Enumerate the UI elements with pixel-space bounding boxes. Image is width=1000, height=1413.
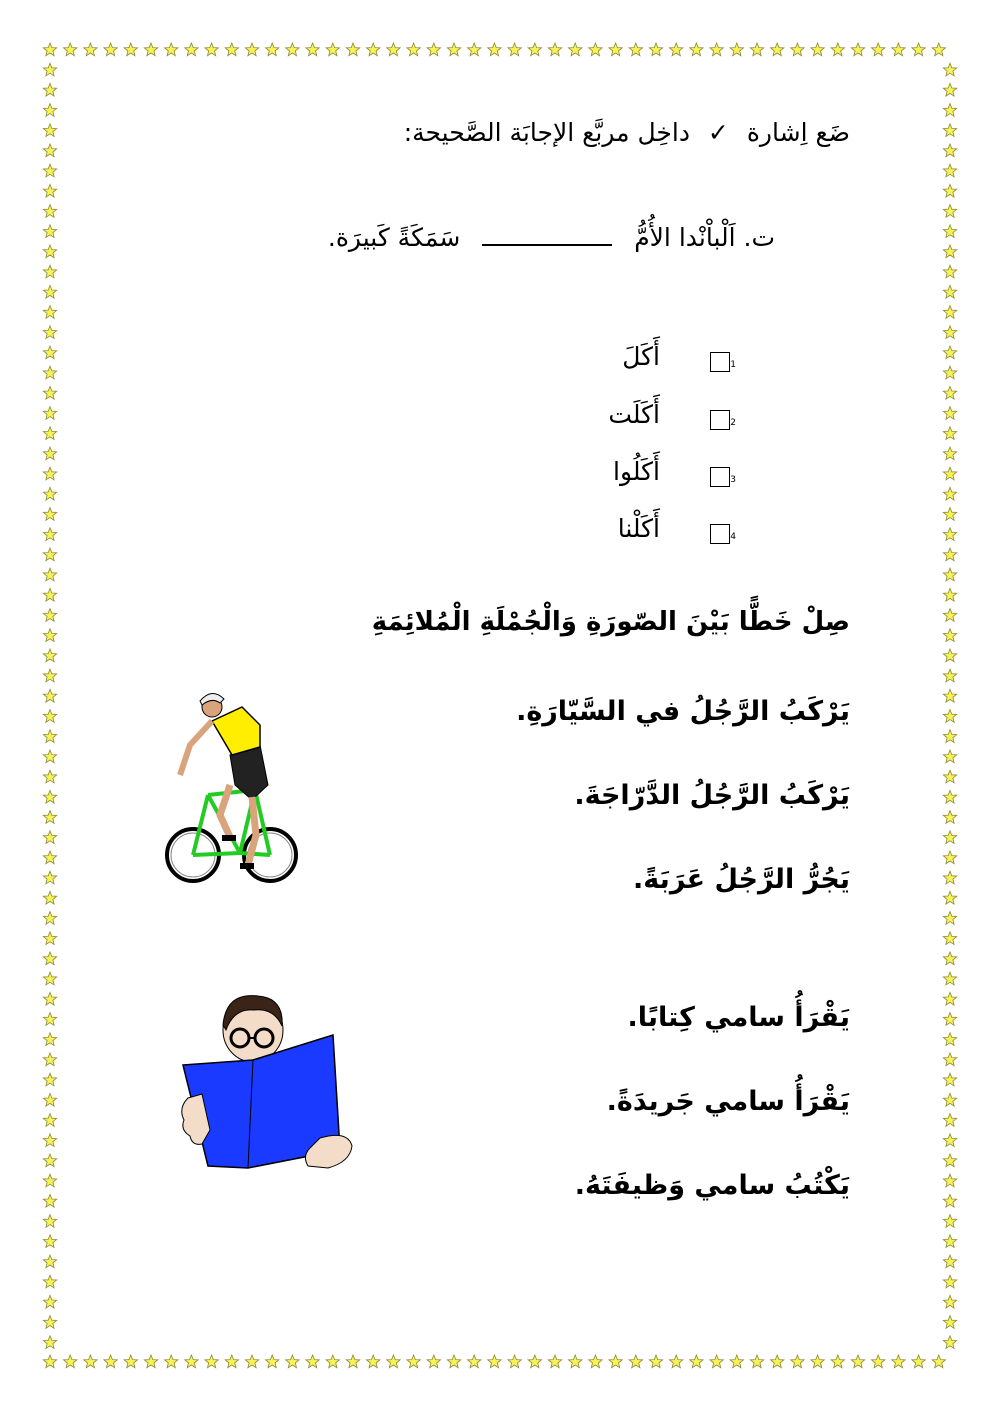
border-star-icon [43,770,56,783]
border-star-icon [43,689,56,702]
border-star-icon [407,1355,420,1368]
question-after-blank: سَمَكَةً كَبيرَة. [327,223,461,252]
border-star-icon [43,1215,56,1228]
matching-sentence[interactable]: يَقْرَأُ سامي جَريدَةً. [606,1086,850,1117]
border-star-icon [43,588,56,601]
border-star-icon [943,427,956,440]
border-star-icon [43,831,56,844]
border-star-icon [104,1355,117,1368]
cyclist-body-icon [180,693,268,869]
border-star-icon [43,932,56,945]
border-star-icon [43,265,56,278]
border-star-icon [427,1355,440,1368]
border-star-icon [43,1355,56,1368]
border-star-icon [43,790,56,803]
border-star-icon [943,1194,956,1207]
option-text: أَكَلَت [608,400,660,429]
matching-title: صِلْ خَطًّا بَيْنَ الصّورَةِ وَالْجُمْلَةِ الْمُلائِمَةِ [371,607,850,637]
border-star-icon [649,43,662,56]
border-star-icon [730,1355,743,1368]
border-star-icon [165,43,178,56]
border-star-icon [943,1134,956,1147]
border-star-icon [851,1355,864,1368]
border-star-icon [943,346,956,359]
border-star-icon [508,1355,521,1368]
border-star-icon [943,326,956,339]
border-star-icon [548,1355,561,1368]
border-star-icon [791,1355,804,1368]
border-star-icon [43,871,56,884]
border-star-icon [43,811,56,824]
border-star-icon [43,649,56,662]
border-star-icon [43,972,56,985]
border-star-icon [43,1093,56,1106]
border-star-icon [43,407,56,420]
border-star-icon [144,1355,157,1368]
border-star-icon [43,1073,56,1086]
option-4[interactable] [510,514,736,558]
border-star-icon [943,1154,956,1167]
border-star-icon [43,730,56,743]
border-star-icon [43,1154,56,1167]
border-star-icon [609,1355,622,1368]
border-star-icon [943,83,956,96]
option-3[interactable] [510,457,736,501]
border-star-icon [943,104,956,117]
border-star-icon [43,1134,56,1147]
option-2[interactable] [510,400,736,444]
border-star-icon [932,1355,945,1368]
border-star-icon [548,43,561,56]
border-star-icon [427,43,440,56]
border-star-icon [872,1355,885,1368]
border-star-icon [670,1355,683,1368]
border-star-icon [225,1355,238,1368]
border-star-icon [43,1013,56,1026]
border-star-icon [943,992,956,1005]
border-star-icon [43,952,56,965]
border-star-icon [43,1295,56,1308]
border-star-icon [943,710,956,723]
border-star-icon [771,43,784,56]
border-star-icon [407,43,420,56]
border-star-icon [43,1275,56,1288]
border-star-icon [64,1355,77,1368]
border-star-icon [831,43,844,56]
border-star-icon [943,124,956,137]
border-star-icon [124,1355,137,1368]
question-before-blank: ت. اَلْباْنْدا الأُمُّ [634,223,775,252]
border-star-icon [943,366,956,379]
border-star-icon [943,205,956,218]
border-star-icon [43,386,56,399]
border-star-icon [943,730,956,743]
border-star-icon [943,1215,956,1228]
border-star-icon [367,1355,380,1368]
border-star-icon [670,43,683,56]
border-star-icon [245,1355,258,1368]
border-star-icon [912,1355,925,1368]
border-star-icon [609,43,622,56]
border-star-icon [43,1114,56,1127]
border-star-icon [43,609,56,622]
border-star-icon [943,225,956,238]
border-star-icon [266,43,279,56]
border-star-icon [943,306,956,319]
border-star-icon [43,184,56,197]
border-star-icon [710,43,723,56]
border-star-icon [943,1093,956,1106]
option-text: أَكَلْنا [617,514,660,543]
border-star-icon [912,43,925,56]
border-star-icon [943,609,956,622]
border-star-icon [943,891,956,904]
border-star-icon [43,427,56,440]
border-star-icon [851,43,864,56]
border-star-icon [690,43,703,56]
matching-sentence[interactable]: يَقْرَأُ سامي كِتابًا. [627,1002,850,1033]
border-star-icon [306,43,319,56]
bike-frame-icon [193,790,270,855]
border-star-icon [43,912,56,925]
border-star-icon [943,164,956,177]
border-star-icon [43,144,56,157]
border-star-icon [43,1033,56,1046]
border-star-icon [710,1355,723,1368]
border-star-icon [943,1013,956,1026]
border-star-icon [943,952,956,965]
border-star-icon [43,225,56,238]
border-star-icon [690,1355,703,1368]
border-star-icon [771,1355,784,1368]
border-star-icon [185,1355,198,1368]
border-star-icon [629,1355,642,1368]
border-star-icon [943,932,956,945]
border-star-icon [43,467,56,480]
border-star-icon [64,43,77,56]
border-star-icon [943,1316,956,1329]
border-star-icon [750,1355,763,1368]
border-star-icon [43,326,56,339]
border-star-icon [811,1355,824,1368]
border-star-icon [872,43,885,56]
border-star-icon [43,750,56,763]
option-text: أَكَلَ [622,342,660,371]
question-sentence [328,222,775,252]
matching-sentence[interactable]: يَكْتُبُ سامي وَظيفَتَهُ. [574,1170,850,1201]
border-star-icon [286,43,299,56]
border-star-icon [943,528,956,541]
border-star-icon [84,43,97,56]
border-star-icon [185,43,198,56]
border-star-icon [468,1355,481,1368]
border-star-icon [831,1355,844,1368]
border-star-icon [730,43,743,56]
boy-head-icon [223,996,283,1062]
border-star-icon [943,750,956,763]
border-star-icon [750,43,763,56]
border-star-icon [225,43,238,56]
instruction-line [404,118,850,147]
option-checkbox[interactable] [710,467,730,487]
border-star-icon [43,629,56,642]
border-star-icon [943,629,956,642]
border-star-icon [943,1073,956,1086]
border-star-icon [943,1053,956,1066]
matching-sentence[interactable]: يَجُرُّ الرَّجُلُ عَرَبَةً. [633,864,850,895]
border-star-icon [488,1355,501,1368]
border-star-icon [589,1355,602,1368]
option-number: 3 [730,475,736,485]
border-star-icon [932,43,945,56]
border-star-icon [245,43,258,56]
border-star-icon [943,467,956,480]
border-star-icon [943,972,956,985]
border-star-icon [144,43,157,56]
border-star-icon [43,1174,56,1187]
border-star-icon [43,124,56,137]
border-star-icon [43,43,56,56]
border-star-icon [124,43,137,56]
option-checkbox[interactable] [710,352,730,372]
border-star-icon [943,245,956,258]
border-star-icon [43,1316,56,1329]
border-star-icon [943,508,956,521]
answer-blank [482,222,612,246]
border-star-icon [649,1355,662,1368]
border-star-icon [528,43,541,56]
border-star-icon [346,43,359,56]
border-star-icon [629,43,642,56]
reader-image[interactable] [178,990,358,1175]
border-star-icon [43,83,56,96]
border-star-icon [943,790,956,803]
border-star-icon [43,992,56,1005]
border-star-icon [943,1114,956,1127]
border-star-icon [589,43,602,56]
border-star-icon [104,43,117,56]
border-star-icon [943,1255,956,1268]
border-star-icon [84,1355,97,1368]
border-star-icon [43,1336,56,1349]
border-star-icon [43,1255,56,1268]
border-star-icon [43,508,56,521]
matching-sentence[interactable]: يَرْكَبُ الرَّجُلُ في السَّيّارَةِ. [516,696,850,727]
border-star-icon [943,1275,956,1288]
border-star-icon [569,1355,582,1368]
border-star-icon [43,63,56,76]
border-star-icon [943,1174,956,1187]
border-star-icon [43,891,56,904]
border-star-icon [943,851,956,864]
border-star-icon [943,811,956,824]
border-star-icon [43,306,56,319]
border-star-icon [43,528,56,541]
border-star-icon [43,710,56,723]
border-star-icon [943,588,956,601]
border-star-icon [791,43,804,56]
border-star-icon [892,43,905,56]
check-mark-icon: ✓ [707,118,729,147]
border-star-icon [943,144,956,157]
border-star-icon [43,487,56,500]
border-star-icon [488,43,501,56]
border-star-icon [326,1355,339,1368]
instruction-part2: داخِل مربَّع الإجابَة الصَّحيحة: [403,118,690,147]
border-star-icon [43,1053,56,1066]
option-number: 2 [730,418,736,428]
border-star-icon [508,43,521,56]
instruction-part1: ضَع اِشارة [746,118,850,147]
border-star-icon [943,265,956,278]
border-star-icon [569,43,582,56]
border-star-icon [43,164,56,177]
border-star-icon [43,669,56,682]
border-star-icon [943,770,956,783]
border-star-icon [943,184,956,197]
border-star-icon [447,1355,460,1368]
border-star-icon [943,285,956,298]
border-star-icon [43,568,56,581]
border-star-icon [205,1355,218,1368]
cyclist-image[interactable] [160,685,305,907]
border-star-icon [43,1194,56,1207]
border-star-icon [165,1355,178,1368]
border-star-icon [943,669,956,682]
border-star-icon [286,1355,299,1368]
border-star-icon [43,346,56,359]
border-star-icon [943,689,956,702]
border-star-icon [43,366,56,379]
border-star-icon [43,851,56,864]
border-star-icon [943,386,956,399]
border-star-icon [205,43,218,56]
border-star-icon [943,568,956,581]
option-number: 4 [730,532,736,542]
border-star-icon [943,1295,956,1308]
border-star-icon [943,1336,956,1349]
border-star-icon [943,649,956,662]
border-star-icon [387,43,400,56]
option-checkbox[interactable] [710,524,730,544]
border-star-icon [43,447,56,460]
border-star-icon [306,1355,319,1368]
border-star-icon [43,104,56,117]
border-star-icon [943,447,956,460]
border-star-icon [43,548,56,561]
border-star-icon [943,548,956,561]
border-star-icon [266,1355,279,1368]
border-star-icon [43,1235,56,1248]
option-checkbox[interactable] [710,410,730,430]
border-star-icon [346,1355,359,1368]
border-star-icon [43,285,56,298]
border-star-icon [943,63,956,76]
border-star-icon [943,831,956,844]
border-star-icon [943,487,956,500]
border-star-icon [528,1355,541,1368]
border-star-icon [943,1033,956,1046]
border-star-icon [892,1355,905,1368]
option-number: 1 [730,360,736,370]
border-star-icon [43,205,56,218]
border-star-icon [447,43,460,56]
border-star-icon [943,1235,956,1248]
border-star-icon [811,43,824,56]
border-star-icon [43,245,56,258]
border-star-icon [367,43,380,56]
option-text: أَكَلُوا [613,457,660,486]
border-star-icon [943,912,956,925]
border-star-icon [943,407,956,420]
border-star-icon [943,871,956,884]
border-star-icon [387,1355,400,1368]
border-star-icon [468,43,481,56]
border-star-icon [326,43,339,56]
option-1[interactable] [510,342,736,386]
matching-sentence[interactable]: يَرْكَبُ الرَّجُلُ الدَّرّاجَةَ. [574,780,850,811]
